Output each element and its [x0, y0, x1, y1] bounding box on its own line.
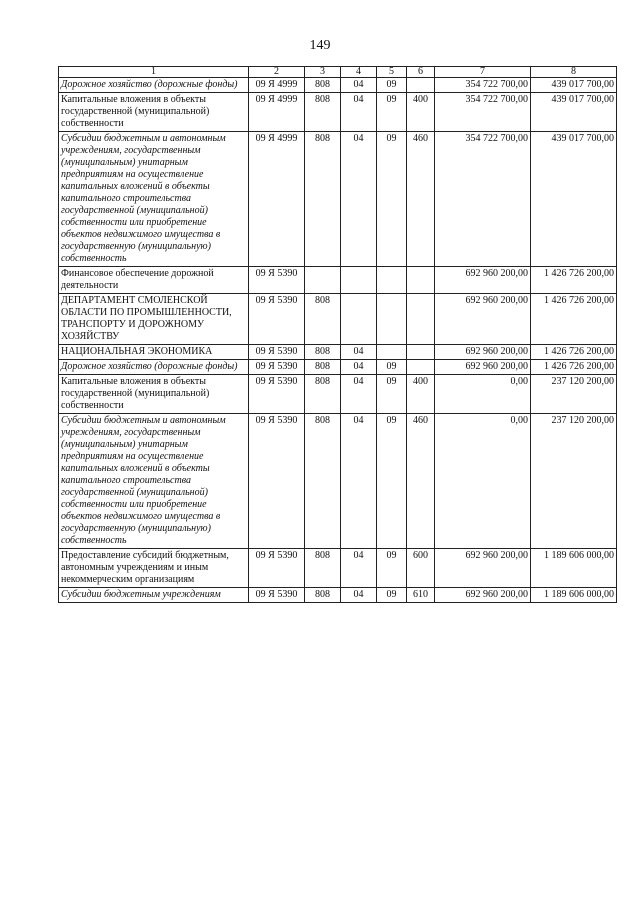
- table-row: [59, 414, 617, 549]
- section-code: [341, 267, 377, 294]
- amount-year-1: 692 960 200,00: [435, 345, 531, 360]
- amount-year-2: 1 189 606 000,00: [531, 549, 617, 588]
- amount-year-2: 237 120 200,00: [531, 414, 617, 549]
- table-row: [59, 132, 617, 267]
- table-row: [59, 267, 617, 294]
- row-name: Капитальные вложения в объекты государственной (муниципальной) собственности: [59, 93, 249, 132]
- subsection-code: 09: [377, 78, 407, 93]
- amount-year-1: 0,00: [435, 375, 531, 414]
- amount-year-1: 692 960 200,00: [435, 360, 531, 375]
- section-code: [341, 294, 377, 345]
- target-code: 09 Я 5390: [249, 375, 305, 414]
- target-code: 09 Я 5390: [249, 294, 305, 345]
- ministry-code: 808: [305, 414, 341, 549]
- subsection-code: [377, 267, 407, 294]
- expense-type-code: 400: [407, 93, 435, 132]
- table-row: [59, 93, 617, 132]
- column-header: 7: [435, 67, 531, 78]
- amount-year-1: 354 722 700,00: [435, 132, 531, 267]
- column-header: 6: [407, 67, 435, 78]
- table-row: [59, 78, 617, 93]
- amount-year-2: 1 189 606 000,00: [531, 588, 617, 603]
- subsection-code: [377, 294, 407, 345]
- target-code: 09 Я 5390: [249, 360, 305, 375]
- expense-type-code: 610: [407, 588, 435, 603]
- table-row: [59, 588, 617, 603]
- header-row: [59, 67, 617, 78]
- target-code: 09 Я 5390: [249, 345, 305, 360]
- ministry-code: 808: [305, 360, 341, 375]
- column-header: 5: [377, 67, 407, 78]
- table-row: [59, 294, 617, 345]
- expense-type-code: 600: [407, 549, 435, 588]
- column-header: 4: [341, 67, 377, 78]
- subsection-code: 09: [377, 375, 407, 414]
- target-code: 09 Я 5390: [249, 414, 305, 549]
- subsection-code: 09: [377, 414, 407, 549]
- amount-year-2: 439 017 700,00: [531, 78, 617, 93]
- column-header: 8: [531, 67, 617, 78]
- target-code: 09 Я 4999: [249, 78, 305, 93]
- amount-year-2: 1 426 726 200,00: [531, 360, 617, 375]
- table-row: [59, 345, 617, 360]
- row-name: Предоставление субсидий бюджетным, автономным учреждениям и иным некоммерческим организациям: [59, 549, 249, 588]
- table-row: [59, 549, 617, 588]
- amount-year-2: 1 426 726 200,00: [531, 345, 617, 360]
- row-name: Субсидии бюджетным учреждениям: [59, 588, 249, 603]
- column-header: 2: [249, 67, 305, 78]
- section-code: 04: [341, 132, 377, 267]
- amount-year-2: 237 120 200,00: [531, 375, 617, 414]
- subsection-code: 09: [377, 588, 407, 603]
- section-code: 04: [341, 588, 377, 603]
- amount-year-2: 439 017 700,00: [531, 132, 617, 267]
- amount-year-1: 354 722 700,00: [435, 93, 531, 132]
- ministry-code: [305, 267, 341, 294]
- row-name: Дорожное хозяйство (дорожные фонды): [59, 78, 249, 93]
- ministry-code: 808: [305, 132, 341, 267]
- table-row: [59, 360, 617, 375]
- row-name: Субсидии бюджетным и автономным учреждениям, государственным (муниципальным) унитарным предприятиям на осуществление капитальных вложений в объекты капитального строительства государственной (муниципальной) собственности или приобретение объектов недвижимого имущества в государственную (муниципальную) собственность: [59, 414, 249, 549]
- target-code: 09 Я 5390: [249, 549, 305, 588]
- amount-year-2: 1 426 726 200,00: [531, 294, 617, 345]
- section-code: 04: [341, 78, 377, 93]
- ministry-code: 808: [305, 375, 341, 414]
- row-name: Дорожное хозяйство (дорожные фонды): [59, 360, 249, 375]
- amount-year-1: 692 960 200,00: [435, 588, 531, 603]
- page-number: 149: [309, 38, 331, 53]
- row-name: Финансовое обеспечение дорожной деятельности: [59, 267, 249, 294]
- target-code: 09 Я 4999: [249, 93, 305, 132]
- section-code: 04: [341, 360, 377, 375]
- ministry-code: 808: [305, 93, 341, 132]
- subsection-code: 09: [377, 93, 407, 132]
- target-code: 09 Я 5390: [249, 267, 305, 294]
- expense-type-code: 400: [407, 375, 435, 414]
- amount-year-1: 354 722 700,00: [435, 78, 531, 93]
- column-header: 1: [59, 67, 249, 78]
- section-code: 04: [341, 93, 377, 132]
- target-code: 09 Я 4999: [249, 132, 305, 267]
- section-code: 04: [341, 375, 377, 414]
- budget-table: [58, 66, 617, 603]
- subsection-code: [377, 345, 407, 360]
- subsection-code: 09: [377, 549, 407, 588]
- column-header: 3: [305, 67, 341, 78]
- ministry-code: 808: [305, 345, 341, 360]
- section-code: 04: [341, 414, 377, 549]
- subsection-code: 09: [377, 132, 407, 267]
- subsection-code: 09: [377, 360, 407, 375]
- row-name: ДЕПАРТАМЕНТ СМОЛЕНСКОЙ ОБЛАСТИ ПО ПРОМЫШЛЕННОСТИ, ТРАНСПОРТУ И ДОРОЖНОМУ ХОЗЯЙСТВУ: [59, 294, 249, 345]
- amount-year-2: 439 017 700,00: [531, 93, 617, 132]
- expense-type-code: [407, 360, 435, 375]
- ministry-code: 808: [305, 588, 341, 603]
- section-code: 04: [341, 549, 377, 588]
- row-name: НАЦИОНАЛЬНАЯ ЭКОНОМИКА: [59, 345, 249, 360]
- amount-year-1: 692 960 200,00: [435, 267, 531, 294]
- expense-type-code: [407, 345, 435, 360]
- section-code: 04: [341, 345, 377, 360]
- row-name: Капитальные вложения в объекты государственной (муниципальной) собственности: [59, 375, 249, 414]
- amount-year-2: 1 426 726 200,00: [531, 267, 617, 294]
- expense-type-code: [407, 294, 435, 345]
- expense-type-code: [407, 267, 435, 294]
- expense-type-code: 460: [407, 414, 435, 549]
- ministry-code: 808: [305, 549, 341, 588]
- expense-type-code: [407, 78, 435, 93]
- table-row: [59, 375, 617, 414]
- amount-year-1: 692 960 200,00: [435, 294, 531, 345]
- amount-year-1: 0,00: [435, 414, 531, 549]
- expense-type-code: 460: [407, 132, 435, 267]
- target-code: 09 Я 5390: [249, 588, 305, 603]
- ministry-code: 808: [305, 78, 341, 93]
- amount-year-1: 692 960 200,00: [435, 549, 531, 588]
- ministry-code: 808: [305, 294, 341, 345]
- row-name: Субсидии бюджетным и автономным учреждениям, государственным (муниципальным) унитарным предприятиям на осуществление капитальных вложений в объекты капитального строительства государственной (муниципальной) собственности или приобретение объектов недвижимого имущества в государственную (муниципальную) собственность: [59, 132, 249, 267]
